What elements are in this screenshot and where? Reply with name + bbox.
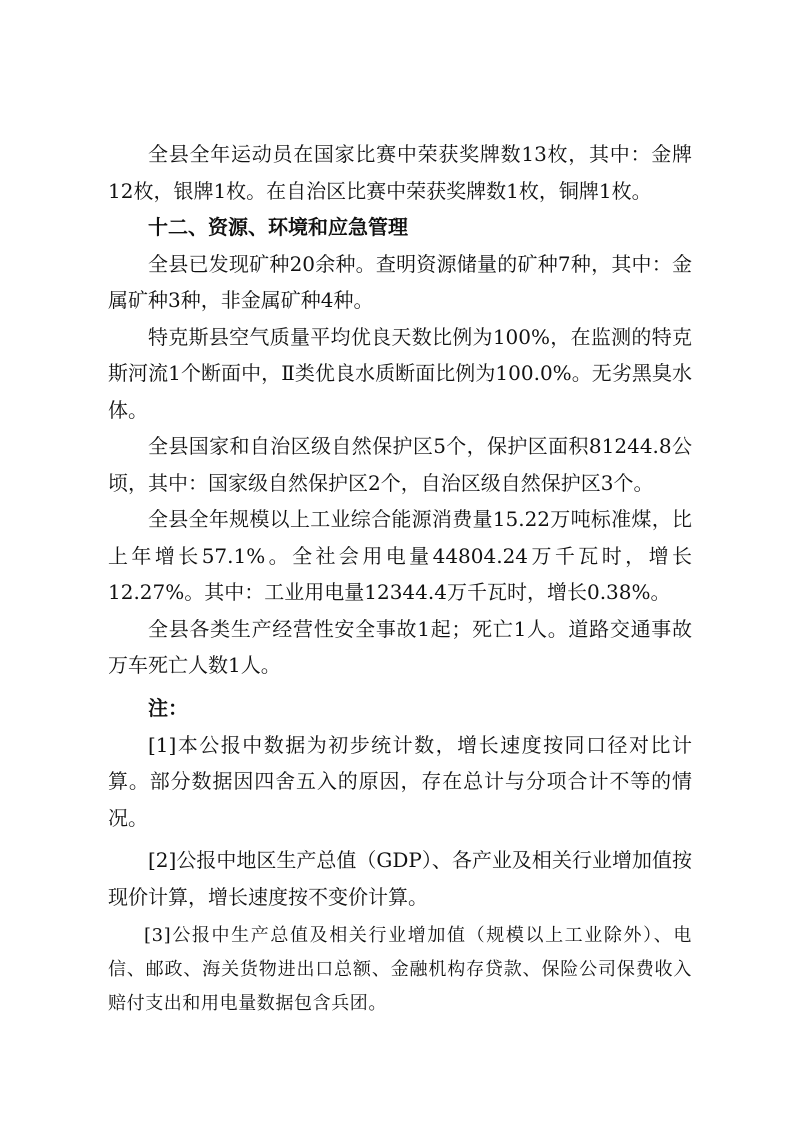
notes-block (108, 690, 692, 1021)
paragraph-minerals: 全县已发现矿种20余种。查明资源储量的矿种7种，其中：金属矿种3种，非金属矿种4种。 (108, 251, 692, 312)
paragraph-sports-medals: 全县全年运动员在国家比赛中荣获奖牌数13枚，其中：金牌12枚，银牌1枚。在自治区比赛中荣获奖牌数1枚，铜牌1枚。 (108, 142, 692, 203)
section-heading: 十二、资源、环境和应急管理 (148, 215, 408, 239)
paragraph-safety: 全县各类生产经营性安全事故1起；死亡1人。道路交通事故万车死亡人数1人。 (108, 616, 692, 677)
note-3: [3]公报中生产总值及相关行业增加值（规模以上工业除外）、电信、邮政、海关货物进出口总额、金融机构存贷款、保险公司保费收入赔付支出和用电量数据包含兵团。 (108, 925, 692, 1014)
paragraph-energy: 全县全年规模以上工业综合能源消费量15.22万吨标准煤，比上年增长57.1%。全社会用电量44804.24万千瓦时，增长12.27%。其中：工业用电量12344.4万千瓦时，增长0.38%。 (108, 507, 692, 604)
paragraph-nature-reserves: 全县国家和自治区级自然保护区5个，保护区面积81244.8公顷，其中：国家级自然保护区2个，自治区级自然保护区3个。 (108, 434, 692, 495)
body-text-block (108, 136, 692, 684)
paragraph-air-water: 特克斯县空气质量平均优良天数比例为100%，在监测的特克斯河流1个断面中，Ⅱ类优良水质断面比例为100.0%。无劣黑臭水体。 (108, 324, 692, 422)
note-2: [2]公报中地区生产总值（GDP）、各产业及相关行业增加值按现价计算，增长速度按不变价计算。 (108, 848, 692, 909)
note-1: [1]本公报中数据为初步统计数，增长速度按同口径对比计算。部分数据因四舍五入的原因，存在总计与分项合计不等的情况。 (108, 732, 692, 830)
notes-title: 注： (148, 696, 188, 720)
